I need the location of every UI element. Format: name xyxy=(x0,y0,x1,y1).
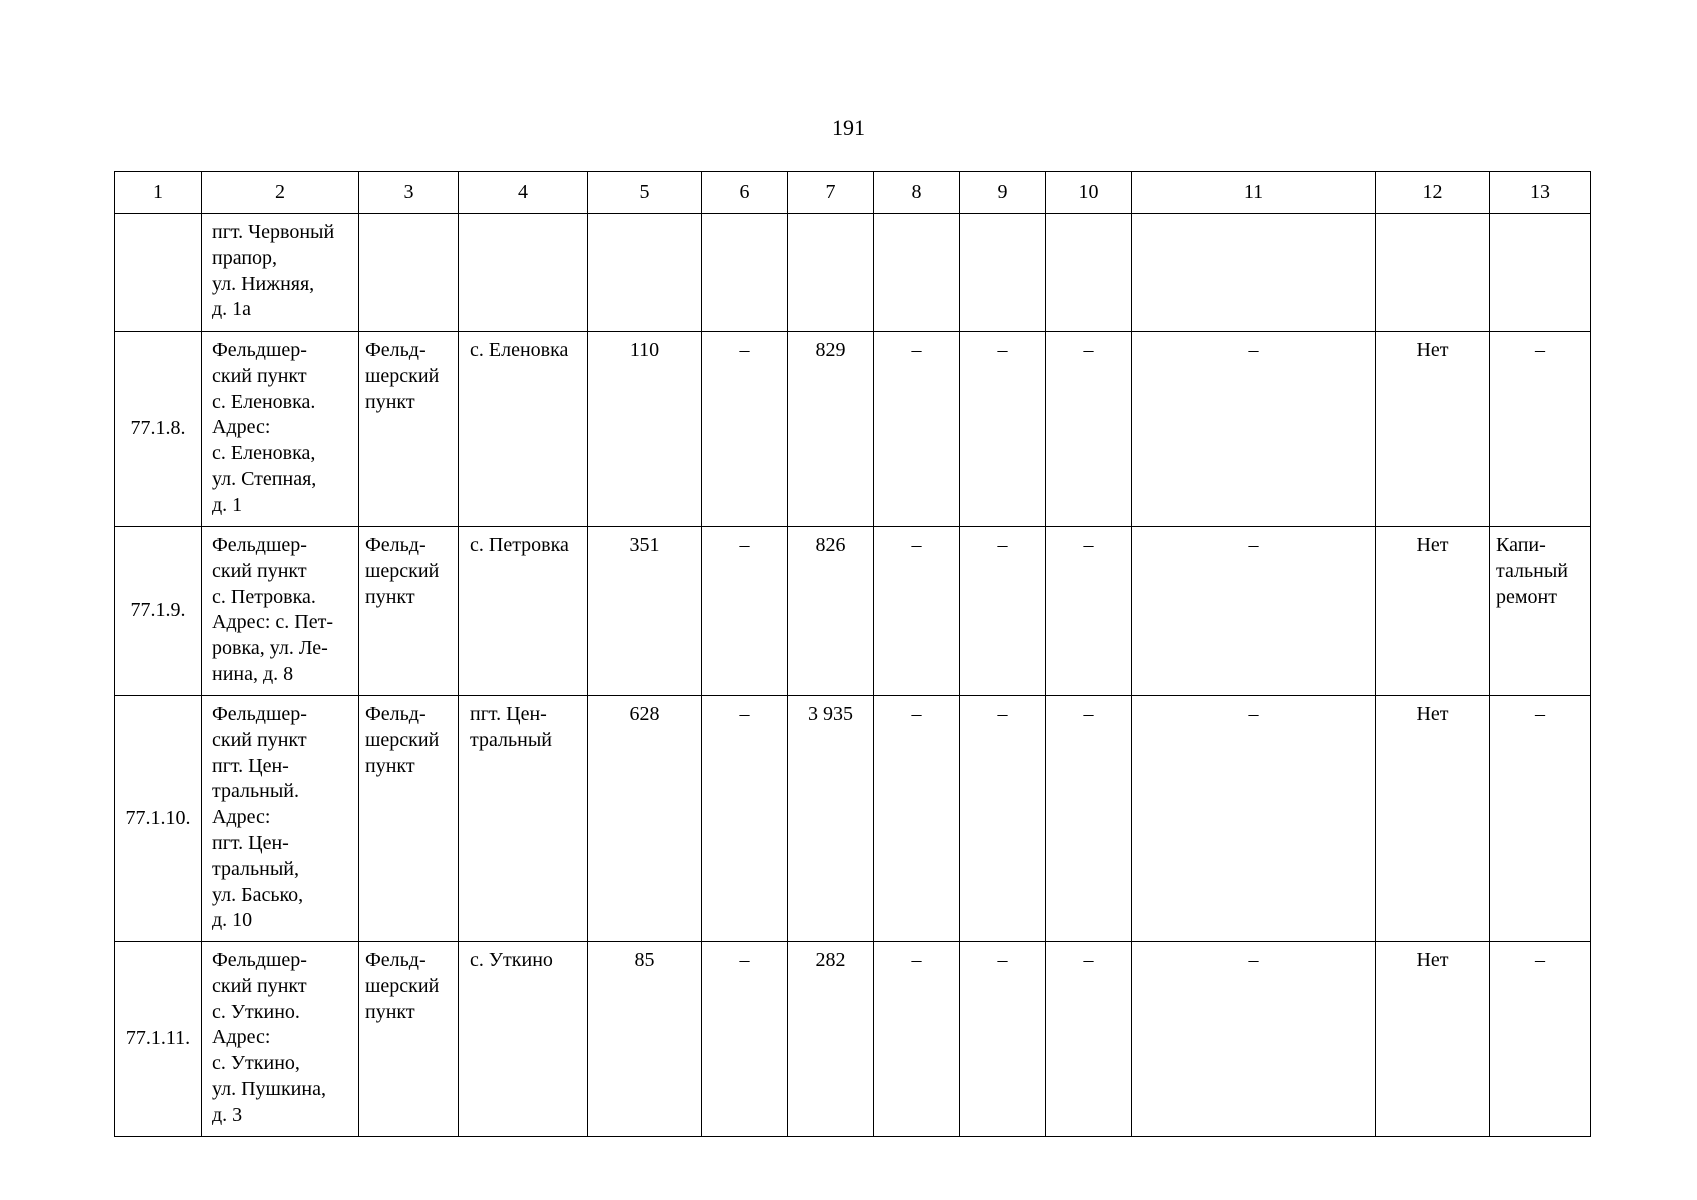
table-cell: – xyxy=(960,527,1046,696)
table-row xyxy=(115,942,1591,1137)
column-header: 7 xyxy=(788,172,874,214)
facility-type-cell xyxy=(359,214,459,332)
table-cell: – xyxy=(1490,942,1591,1137)
column-header: 9 xyxy=(960,172,1046,214)
table-cell: – xyxy=(874,942,960,1137)
table-cell: 85 xyxy=(588,942,702,1137)
table-cell: 628 xyxy=(588,696,702,942)
facility-address-cell: Фельдшер- ский пункт с. Еленовка. Адрес: с. Еленовка, ул. Степная, д. 1 xyxy=(202,332,359,527)
table-cell: Нет xyxy=(1376,696,1490,942)
row-number-cell xyxy=(115,214,202,332)
row-number-cell: 77.1.10. xyxy=(115,696,202,942)
column-header: 12 xyxy=(1376,172,1490,214)
facility-address-cell: Фельдшер- ский пункт пгт. Цен- тральный. Адрес: пгт. Цен- тральный, ул. Басько, д. 10 xyxy=(202,696,359,942)
column-header: 5 xyxy=(588,172,702,214)
column-header: 2 xyxy=(202,172,359,214)
table-cell: – xyxy=(960,942,1046,1137)
table-cell: 351 xyxy=(588,527,702,696)
header-row xyxy=(115,172,1591,214)
table-row xyxy=(115,332,1591,527)
table-cell: – xyxy=(1490,332,1591,527)
row-number-cell: 77.1.8. xyxy=(115,332,202,527)
column-header: 3 xyxy=(359,172,459,214)
locality-cell: с. Уткино xyxy=(459,942,588,1137)
table-cell xyxy=(588,214,702,332)
table-cell: 826 xyxy=(788,527,874,696)
table-cell: – xyxy=(702,942,788,1137)
column-header: 4 xyxy=(459,172,588,214)
locality-cell: с. Еленовка xyxy=(459,332,588,527)
table-cell: – xyxy=(1490,696,1591,942)
row-number-cell: 77.1.11. xyxy=(115,942,202,1137)
locality-cell: с. Петровка xyxy=(459,527,588,696)
locality-cell: пгт. Цен- тральный xyxy=(459,696,588,942)
facility-address-cell: Фельдшер- ский пункт с. Петровка. Адрес: с. Пет- ровка, ул. Ле- нина, д. 8 xyxy=(202,527,359,696)
table-cell xyxy=(1490,214,1591,332)
table-cell: – xyxy=(1046,527,1132,696)
column-header: 6 xyxy=(702,172,788,214)
table-cell: Нет xyxy=(1376,332,1490,527)
table-cell: 282 xyxy=(788,942,874,1137)
table-cell xyxy=(788,214,874,332)
table-cell: – xyxy=(702,332,788,527)
locality-cell xyxy=(459,214,588,332)
column-header: 11 xyxy=(1132,172,1376,214)
table-cell: – xyxy=(874,696,960,942)
table-cell xyxy=(1376,214,1490,332)
facility-type-cell: Фельд- шерский пункт xyxy=(359,942,459,1137)
facility-address-cell: пгт. Червоный прапор, ул. Нижняя, д. 1а xyxy=(202,214,359,332)
table-cell: – xyxy=(1046,696,1132,942)
table-cell: Нет xyxy=(1376,942,1490,1137)
table-cell: – xyxy=(702,696,788,942)
table-cell: – xyxy=(1046,332,1132,527)
table-cell: – xyxy=(874,332,960,527)
facility-address-cell: Фельдшер- ский пункт с. Уткино. Адрес: с. Уткино, ул. Пушкина, д. 3 xyxy=(202,942,359,1137)
table-cell: – xyxy=(1132,527,1376,696)
table-cell: – xyxy=(702,527,788,696)
table-row xyxy=(115,527,1591,696)
table-row xyxy=(115,696,1591,942)
column-header: 13 xyxy=(1490,172,1591,214)
table-cell: 110 xyxy=(588,332,702,527)
table-cell: – xyxy=(1132,942,1376,1137)
table-row xyxy=(115,214,1591,332)
table-cell: – xyxy=(1132,696,1376,942)
table-cell: – xyxy=(1132,332,1376,527)
table-cell xyxy=(1132,214,1376,332)
row-number-cell: 77.1.9. xyxy=(115,527,202,696)
table-cell xyxy=(874,214,960,332)
column-header: 10 xyxy=(1046,172,1132,214)
page-number: 191 xyxy=(832,115,865,140)
table-cell: – xyxy=(1046,942,1132,1137)
table-cell: – xyxy=(960,332,1046,527)
table-cell: Нет xyxy=(1376,527,1490,696)
data-table xyxy=(114,171,1591,1137)
table-cell: 829 xyxy=(788,332,874,527)
table-cell xyxy=(960,214,1046,332)
column-header: 8 xyxy=(874,172,960,214)
table-cell: 3 935 xyxy=(788,696,874,942)
table-cell: – xyxy=(960,696,1046,942)
table-cell: Капи- тальный ремонт xyxy=(1490,527,1591,696)
facility-type-cell: Фельд- шерский пункт xyxy=(359,696,459,942)
table-cell: – xyxy=(874,527,960,696)
table-cell xyxy=(702,214,788,332)
column-header: 1 xyxy=(115,172,202,214)
table-cell xyxy=(1046,214,1132,332)
facility-type-cell: Фельд- шерский пункт xyxy=(359,527,459,696)
facility-type-cell: Фельд- шерский пункт xyxy=(359,332,459,527)
